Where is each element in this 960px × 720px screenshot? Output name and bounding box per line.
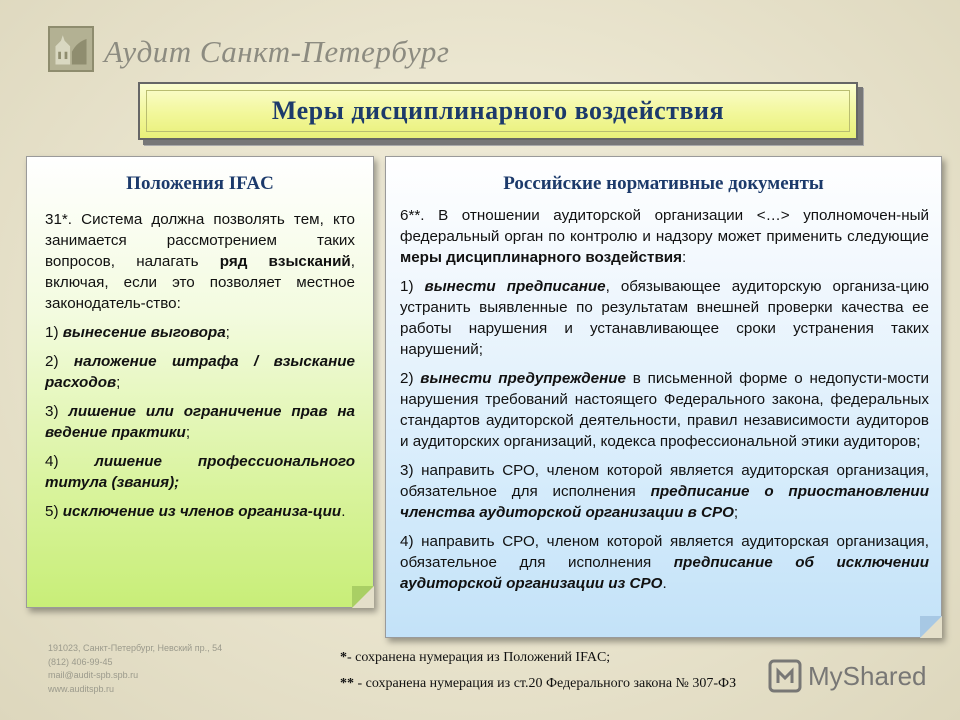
contact-phone: (812) 406-99-45 — [48, 656, 113, 667]
footnote-ifac — [340, 645, 736, 671]
russian-item-4 — [400, 531, 929, 594]
russian-intro-bold: меры дисциплинарного воздействия — [400, 249, 682, 266]
ifac-intro-bold: ряд взысканий — [219, 253, 351, 270]
footnotes — [340, 645, 736, 697]
russian-docs-body — [400, 205, 929, 594]
ifac-item-text: наложение штрафа / взыскание расходов — [45, 353, 355, 391]
footnote-text: - сохранена нумерация из ст.20 Федерального закона № 307-ФЗ — [354, 676, 737, 691]
ifac-item-tail: ; — [225, 324, 230, 341]
myshared-watermark — [768, 656, 927, 696]
russian-item-num: 2) — [400, 370, 421, 387]
footnote-law — [340, 671, 736, 697]
footnote-text: - сохранена нумерация из Положений IFAC; — [347, 650, 611, 665]
russian-item-emph: вынести предупреждение — [420, 370, 626, 387]
ifac-item-text: исключение из членов организа-ции — [62, 503, 342, 520]
slide-title-box — [138, 82, 858, 140]
russian-item-rest: в письменной форме о недопусти-мости нарушения требований настоящего Федерального закона, федеральных стандартов аудиторской деятельности, правил независимости аудиторов и аудиторских организаций, кодекса профессиональной этики аудиторов; — [400, 370, 929, 450]
russian-item-emph: предписание об исключении аудиторской организации из СРО — [400, 554, 929, 592]
ifac-item-tail: . — [341, 503, 346, 520]
ifac-item — [45, 322, 355, 343]
ifac-card — [26, 156, 374, 608]
slide-title: Меры дисциплинарного воздействия — [271, 96, 725, 125]
russian-item-3 — [400, 460, 929, 523]
russian-item-1 — [400, 276, 929, 360]
ifac-item-text: лишение профессионального титула (звания); — [45, 453, 355, 491]
ifac-item — [45, 501, 355, 522]
logo-building-icon — [50, 28, 92, 70]
russian-item-end: . — [662, 575, 667, 592]
page-fold-corner — [920, 616, 942, 638]
ifac-item-tail: ; — [185, 424, 191, 441]
ifac-item-num: 2) — [45, 353, 74, 370]
contact-website: www.auditspb.ru — [48, 683, 115, 694]
ifac-intro-start: 31*. Система должна позволять тем, кто занимается рассмотрением таких вопросов, налагать — [45, 211, 355, 270]
ifac-item-text: лишение или ограничение прав на ведение практики — [45, 403, 355, 441]
ifac-intro — [45, 209, 355, 314]
contact-address: 191023, Санкт-Петербург, Невский пр., 54 — [48, 643, 223, 653]
footnote-mark: ** — [340, 676, 354, 691]
ifac-item-num: 4) — [45, 453, 95, 470]
ifac-item-text: вынесение выговора — [62, 324, 226, 341]
page-fold-corner — [352, 586, 374, 608]
ifac-item-num: 3) — [45, 403, 69, 420]
russian-item-emph: вынести предписание — [424, 278, 606, 295]
footnote-mark: * — [340, 650, 347, 665]
ifac-item-tail: ; — [116, 374, 121, 391]
ifac-card-body — [45, 209, 355, 522]
ifac-intro-end: , включая, если это позволяет местное законодатель-ство: — [45, 253, 355, 312]
myshared-logo-icon — [768, 659, 802, 693]
russian-item-2 — [400, 368, 929, 452]
russian-intro-end: : — [681, 249, 687, 266]
russian-item-num: 1) — [400, 278, 425, 295]
russian-intro — [400, 205, 929, 268]
russian-item-start: 4) направить СРО, членом которой является аудиторская организация, обязательное для исполнения — [400, 533, 929, 571]
ifac-card-heading: Положения IFAC — [126, 173, 274, 194]
company-name: Аудит Санкт-Петербург — [104, 34, 450, 69]
company-logo — [48, 26, 94, 72]
ifac-item — [45, 451, 355, 493]
russian-item-end: ; — [733, 504, 739, 521]
russian-item-emph: предписание о приостановлении членства аудиторской организации в СРО — [400, 483, 929, 521]
ifac-item-num: 1) — [45, 324, 63, 341]
russian-item-start: 3) направить СРО, членом которой является аудиторская организация, обязательное для исполнения — [400, 462, 929, 500]
contact-email: mail@audit-spb.spb.ru — [48, 670, 139, 680]
ifac-item — [45, 351, 355, 393]
russian-intro-start: 6**. В отношении аудиторской организации <…> уполномочен-ный федеральный орган по контролю и надзору может применить следующие — [400, 207, 929, 245]
company-contacts — [48, 642, 222, 696]
title-inner-border — [146, 90, 850, 132]
russian-item-rest: , обязывающее аудиторскую организа-цию устранить выявленные по результатам внешней проверки качества ее работы нарушения и устанавливающее сроки устранения таких нарушений; — [400, 278, 929, 358]
watermark-text: MyShared — [808, 660, 927, 691]
russian-docs-card — [385, 156, 942, 638]
ifac-item — [45, 401, 355, 443]
russian-docs-heading: Российские нормативные документы — [503, 173, 824, 194]
ifac-item-num: 5) — [45, 503, 63, 520]
